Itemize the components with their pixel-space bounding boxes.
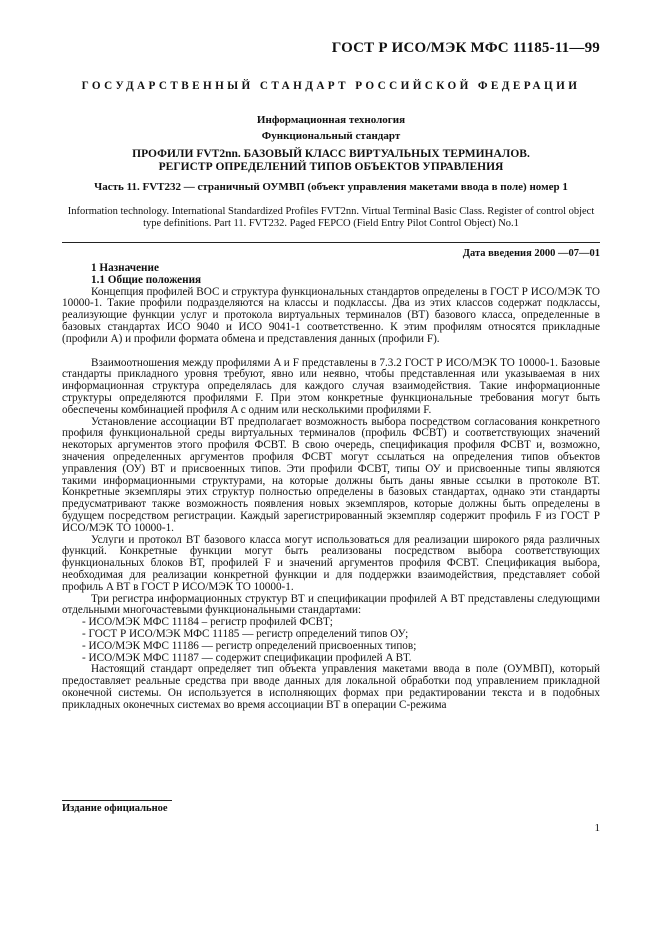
paragraph-4: Услуги и протокол ВТ базового класса могут использоваться для реализации широкого ряда различных функций. Конкретные функции могут быть реализованы посредством выбора соответствующих функциональных блоков ВТ, профилей F и значений аргументов профиля ФСВТ. Спецификация выбора, необходимая для реализации конкретной функции и для поддержки взаимодействия, представляет собой профиль A ВТ в ГОСТ Р ИСО/МЭК ТО 10000-1. bbox=[62, 533, 600, 593]
paragraph-2: Взаимоотношения между профилями A и F представлены в 7.3.2 ГОСТ Р ИСО/МЭК ТО 10000-1. Базовые стандарты прикладного уровня требуют, явно или неявно, чтобы представленная или указываемая в них информационная структура определялась для каждого случая взаимодействия. Такие информационные структуры определяются профилями F. При этом конкретные функциональные требования могут быть обеспечены комбинацией профиля A с одним или несколькими профилями F. bbox=[62, 356, 600, 416]
state-standard-banner: ГОСУДАРСТВЕННЫЙ СТАНДАРТ РОССИЙСКОЙ ФЕДЕРАЦИИ bbox=[81, 80, 581, 92]
paragraph-3: Установление ассоциации ВТ предполагает возможность выбора посредством согласования конкретного профиля функциональной среды виртуальных терминалов (профиль ФСВТ) и соответствующих значений некоторых аргументов этого профиля ФСВТ. В свою очередь, спецификация профиля ФСВТ и, возможно, значения определенных аргументов профиля ФСВТ могут ссылаться на определения типов объектов управления (ОУ) ВТ и присвоенных типов. Эти профили ФСВТ, типы ОУ и присвоенные типы являются такими информационными структурами, на которые должны быть даны явные ссылки в протоколе ВТ. Конкретные экземпляры этих структур полностью определены в базовых стандартах, однако эти стандарты предусматривают также возможность появления новых экземпляров, которые должны быть определены в будущем посредством регистрации. Каждый зарегистрированный экземпляр содержит профиль F из ГОСТ Р ИСО/МЭК ТО 10000-1. bbox=[62, 415, 600, 534]
footer-divider bbox=[62, 800, 172, 801]
page-number: 1 bbox=[594, 822, 600, 834]
document-body bbox=[62, 263, 600, 711]
paragraph-5: Три регистра информационных структур ВТ и спецификации профилей A ВТ представлены следующими отдельными многочастевыми функциональными стандартами: bbox=[62, 592, 600, 617]
title-profiles-line1: ПРОФИЛИ FVT2nn. БАЗОВЫЙ КЛАСС ВИРТУАЛЬНЫХ ТЕРМИНАЛОВ. bbox=[132, 148, 530, 160]
list-item: - ИСО/МЭК МФС 11186 — регистр определений присвоенных типов; bbox=[82, 639, 417, 652]
list-item: - ГОСТ Р ИСО/МЭК МФС 11185 — регистр определений типов ОУ; bbox=[82, 627, 409, 640]
paragraph-6: Настоящий стандарт определяет тип объекта управления макетами ввода в поле (ОУМВП), который предоставляет реальные средства при вводе данных для локальной обработки под управлением прикладной оконечной системы. Он используется в исполняющих формах при редактировании текста и в подобных прикладных оконечных системах во время ассоциации ВТ в операции С-режима bbox=[62, 663, 600, 711]
official-edition-note: Издание официальное bbox=[62, 803, 168, 814]
section-heading-1-1: 1.1 Общие положения bbox=[91, 273, 202, 286]
title-profiles-line2: РЕГИСТР ОПРЕДЕЛЕНИЙ ТИПОВ ОБЪЕКТОВ УПРАВЛЕНИЯ bbox=[158, 161, 504, 173]
standard-code: ГОСТ Р ИСО/МЭК МФС 11185-11—99 bbox=[331, 40, 600, 56]
section-heading-1: 1 Назначение bbox=[91, 262, 159, 274]
title-english: Information technology. International Standardized Profiles FVT2nn. Virtual Terminal Basic Class. Register of control object type definitions. Part 11. FVT232. Paged FEPCO (Field Entry Pilot Control Object) No.1 bbox=[67, 206, 595, 229]
title-part: Часть 11. FVT232 — страничный ОУМВП (объект управления макетами ввода в поле) номер 1 bbox=[94, 181, 568, 193]
list-item: - ИСО/МЭК МФС 11187 — содержит спецификации профилей A ВТ. bbox=[82, 651, 412, 664]
paragraph-1: Концепция профилей ВОС и структура функциональных стандартов определены в ГОСТ Р ИСО/МЭК ТО 10000-1. Такие профили подразделяются на классы и подклассы. Два из этих классов содержат подклассы, реализующие функции услуг и протокола виртуальных терминалов (ВТ) базового класса, определенные в базовых стандартах ИСО 9040 и ИСО 9041-1 соответственно. К этим профилям относятся прикладные (профили A) и профили формата обмена и представления данных (профили F). bbox=[62, 285, 600, 345]
title-functional-standard: Функциональный стандарт bbox=[261, 130, 401, 142]
effective-date: Дата введения 2000 —07—01 bbox=[462, 248, 600, 259]
title-profiles bbox=[62, 148, 600, 174]
list-item: - ИСО/МЭК МФС 11184 – регистр профилей ФСВТ; bbox=[82, 616, 333, 629]
title-info-technology: Информационная технология bbox=[256, 114, 406, 126]
title-divider-top bbox=[62, 242, 600, 243]
